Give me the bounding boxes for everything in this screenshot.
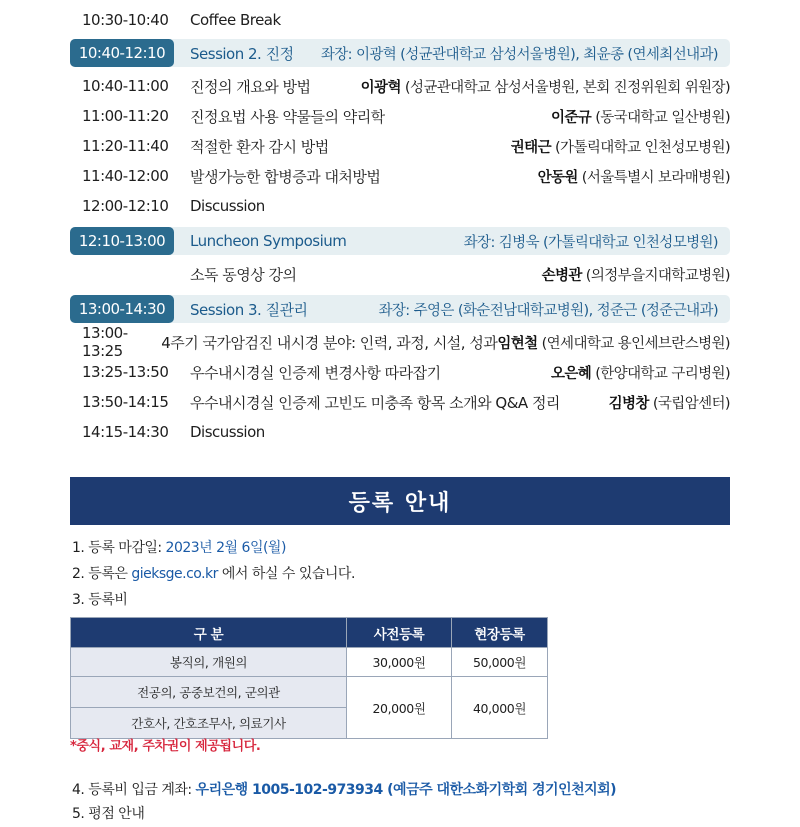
row-title: 우수내시경실 인증제 변경사항 따라잡기 <box>190 363 441 382</box>
session-header-luncheon <box>70 227 730 255</box>
fee-note: *중식, 교재, 주차권이 제공됩니다. <box>70 739 261 754</box>
session-header-3 <box>70 295 730 323</box>
registration-banner: 등록 안내 <box>70 477 730 525</box>
row-time: 11:20-11:40 <box>82 137 169 155</box>
registration-credits-label: 5. 평점 안내 <box>72 806 145 822</box>
speaker-affiliation: (연세대학교 용인세브란스병원) <box>537 335 730 352</box>
row-title: Discussion <box>190 197 265 215</box>
speaker-name: 손병관 <box>541 267 582 284</box>
session-title: Session 2. 진정 <box>190 44 294 63</box>
fee-category: 전공의, 공중보건의, 군의관 <box>71 677 347 708</box>
row-speaker <box>497 332 730 353</box>
schedule-row-coffee <box>70 5 730 35</box>
row-speaker <box>542 264 730 285</box>
speaker-affiliation: (의정부을지대학교병원) <box>581 267 730 284</box>
speaker-name: 이광혁 <box>360 79 401 96</box>
fee-onsite: 40,000원 <box>452 677 548 739</box>
row-title: 진정의 개요와 방법 <box>190 77 311 96</box>
row-title: 우수내시경실 인증제 고빈도 미충족 항목 소개와 Q&A 정리 <box>190 393 560 412</box>
header-pre: 사전등록 <box>347 618 452 648</box>
account-value: 우리은행 1005-102-973934 (예금주 대한소화기학회 경기인천지회) <box>195 782 617 798</box>
speaker-name: 이준규 <box>550 109 592 126</box>
registration-fee-label: 3. 등록비 <box>72 592 128 608</box>
row-speaker <box>551 362 730 383</box>
row-time: 13:50-14:15 <box>82 393 169 411</box>
row-time: 12:00-12:10 <box>82 197 169 215</box>
row-speaker <box>538 166 730 187</box>
fee-category: 봉직의, 개원의 <box>71 648 347 677</box>
speaker-affiliation: (가톨릭대학교 인천성모병원) <box>550 139 730 156</box>
site-link[interactable]: gieksge.co.kr <box>131 566 218 582</box>
speaker-name: 임현철 <box>497 335 538 352</box>
schedule-row <box>70 357 730 387</box>
schedule-row <box>70 417 730 447</box>
row-time: 13:00-13:25 <box>82 324 128 360</box>
row-time: 11:00-11:20 <box>82 107 169 125</box>
fee-pre: 20,000원 <box>347 677 452 739</box>
schedule <box>70 0 730 447</box>
fee-table-header <box>71 618 548 648</box>
session-title: Session 3. 질관리 <box>190 300 308 319</box>
row-time: 13:25-13:50 <box>82 363 169 381</box>
schedule-row <box>70 131 730 161</box>
session-chair: 좌장: 이광혁 (성균관대학교 삼성서울병원), 최윤종 (연세최선내과) <box>320 46 718 63</box>
row-title: Coffee Break <box>190 11 281 29</box>
session-time: 13:00-14:30 <box>70 295 174 323</box>
luncheon-items <box>70 259 730 289</box>
session-title: Luncheon Symposium <box>190 232 347 250</box>
speaker-affiliation: (동국대학교 일산병원) <box>591 109 730 126</box>
schedule-row <box>70 161 730 191</box>
row-speaker <box>551 106 730 127</box>
row-title: 진정요법 사용 약물들의 약리학 <box>190 107 385 126</box>
session-2-items <box>70 71 730 221</box>
row-time: 10:30-10:40 <box>82 11 169 29</box>
row-title: 소독 동영상 강의 <box>190 265 297 284</box>
registration-account <box>72 779 616 799</box>
site-suffix: 에서 하실 수 있습니다. <box>217 566 355 582</box>
session-header-2 <box>70 39 730 67</box>
row-speaker <box>511 136 730 157</box>
session-time: 10:40-12:10 <box>70 39 174 67</box>
speaker-name: 오은혜 <box>550 365 592 382</box>
schedule-row <box>70 191 730 221</box>
speaker-affiliation: (국립암센터) <box>648 395 730 412</box>
registration-site <box>72 563 355 583</box>
fee-onsite: 50,000원 <box>452 648 548 677</box>
session-chair: 좌장: 김병욱 (가톨릭대학교 인천성모병원) <box>463 234 718 251</box>
row-time: 11:40-12:00 <box>82 167 169 185</box>
fee-table <box>70 617 548 739</box>
row-title: Discussion <box>190 423 265 441</box>
row-title: 발생가능한 합병증과 대처방법 <box>190 167 381 186</box>
speaker-affiliation: (서울특별시 보라매병원) <box>577 169 730 186</box>
row-speaker <box>361 76 730 97</box>
schedule-row <box>70 259 730 289</box>
speaker-affiliation: (한양대학교 구리병원) <box>591 365 730 382</box>
header-onsite: 현장등록 <box>452 618 548 648</box>
schedule-row <box>70 387 730 417</box>
row-time: 10:40-11:00 <box>82 77 169 95</box>
row-time: 14:15-14:30 <box>82 423 169 441</box>
site-prefix: 2. 등록은 <box>72 566 132 582</box>
schedule-row <box>70 71 730 101</box>
row-title: 4주기 국가암검진 내시경 분야: 인력, 과정, 시설, 성과 <box>161 333 498 352</box>
speaker-name: 안동원 <box>537 169 578 186</box>
session-chair: 좌장: 주영은 (화순전남대학교병원), 정준근 (정준근내과) <box>378 302 718 319</box>
registration-deadline <box>72 537 286 557</box>
speaker-affiliation: (성균관대학교 삼성서울병원, 본회 진정위원회 위원장) <box>400 79 730 96</box>
fee-category: 간호사, 간호조무사, 의료기사 <box>71 708 347 739</box>
table-row <box>71 677 548 708</box>
account-label: 4. 등록비 입금 계좌: <box>72 782 196 798</box>
session-3-items <box>70 324 730 447</box>
schedule-row <box>70 324 730 360</box>
deadline-value: 2023년 2월 6일(월) <box>165 540 286 556</box>
speaker-name: 김병창 <box>608 395 649 412</box>
fee-pre: 30,000원 <box>347 648 452 677</box>
row-title: 적절한 환자 감시 방법 <box>190 137 329 156</box>
row-speaker <box>609 392 730 413</box>
schedule-row <box>70 101 730 131</box>
header-category: 구 분 <box>71 618 347 648</box>
table-row <box>71 648 548 677</box>
deadline-label: 1. 등록 마감일: <box>72 540 166 556</box>
session-time: 12:10-13:00 <box>70 227 174 255</box>
speaker-name: 권태근 <box>510 139 551 156</box>
